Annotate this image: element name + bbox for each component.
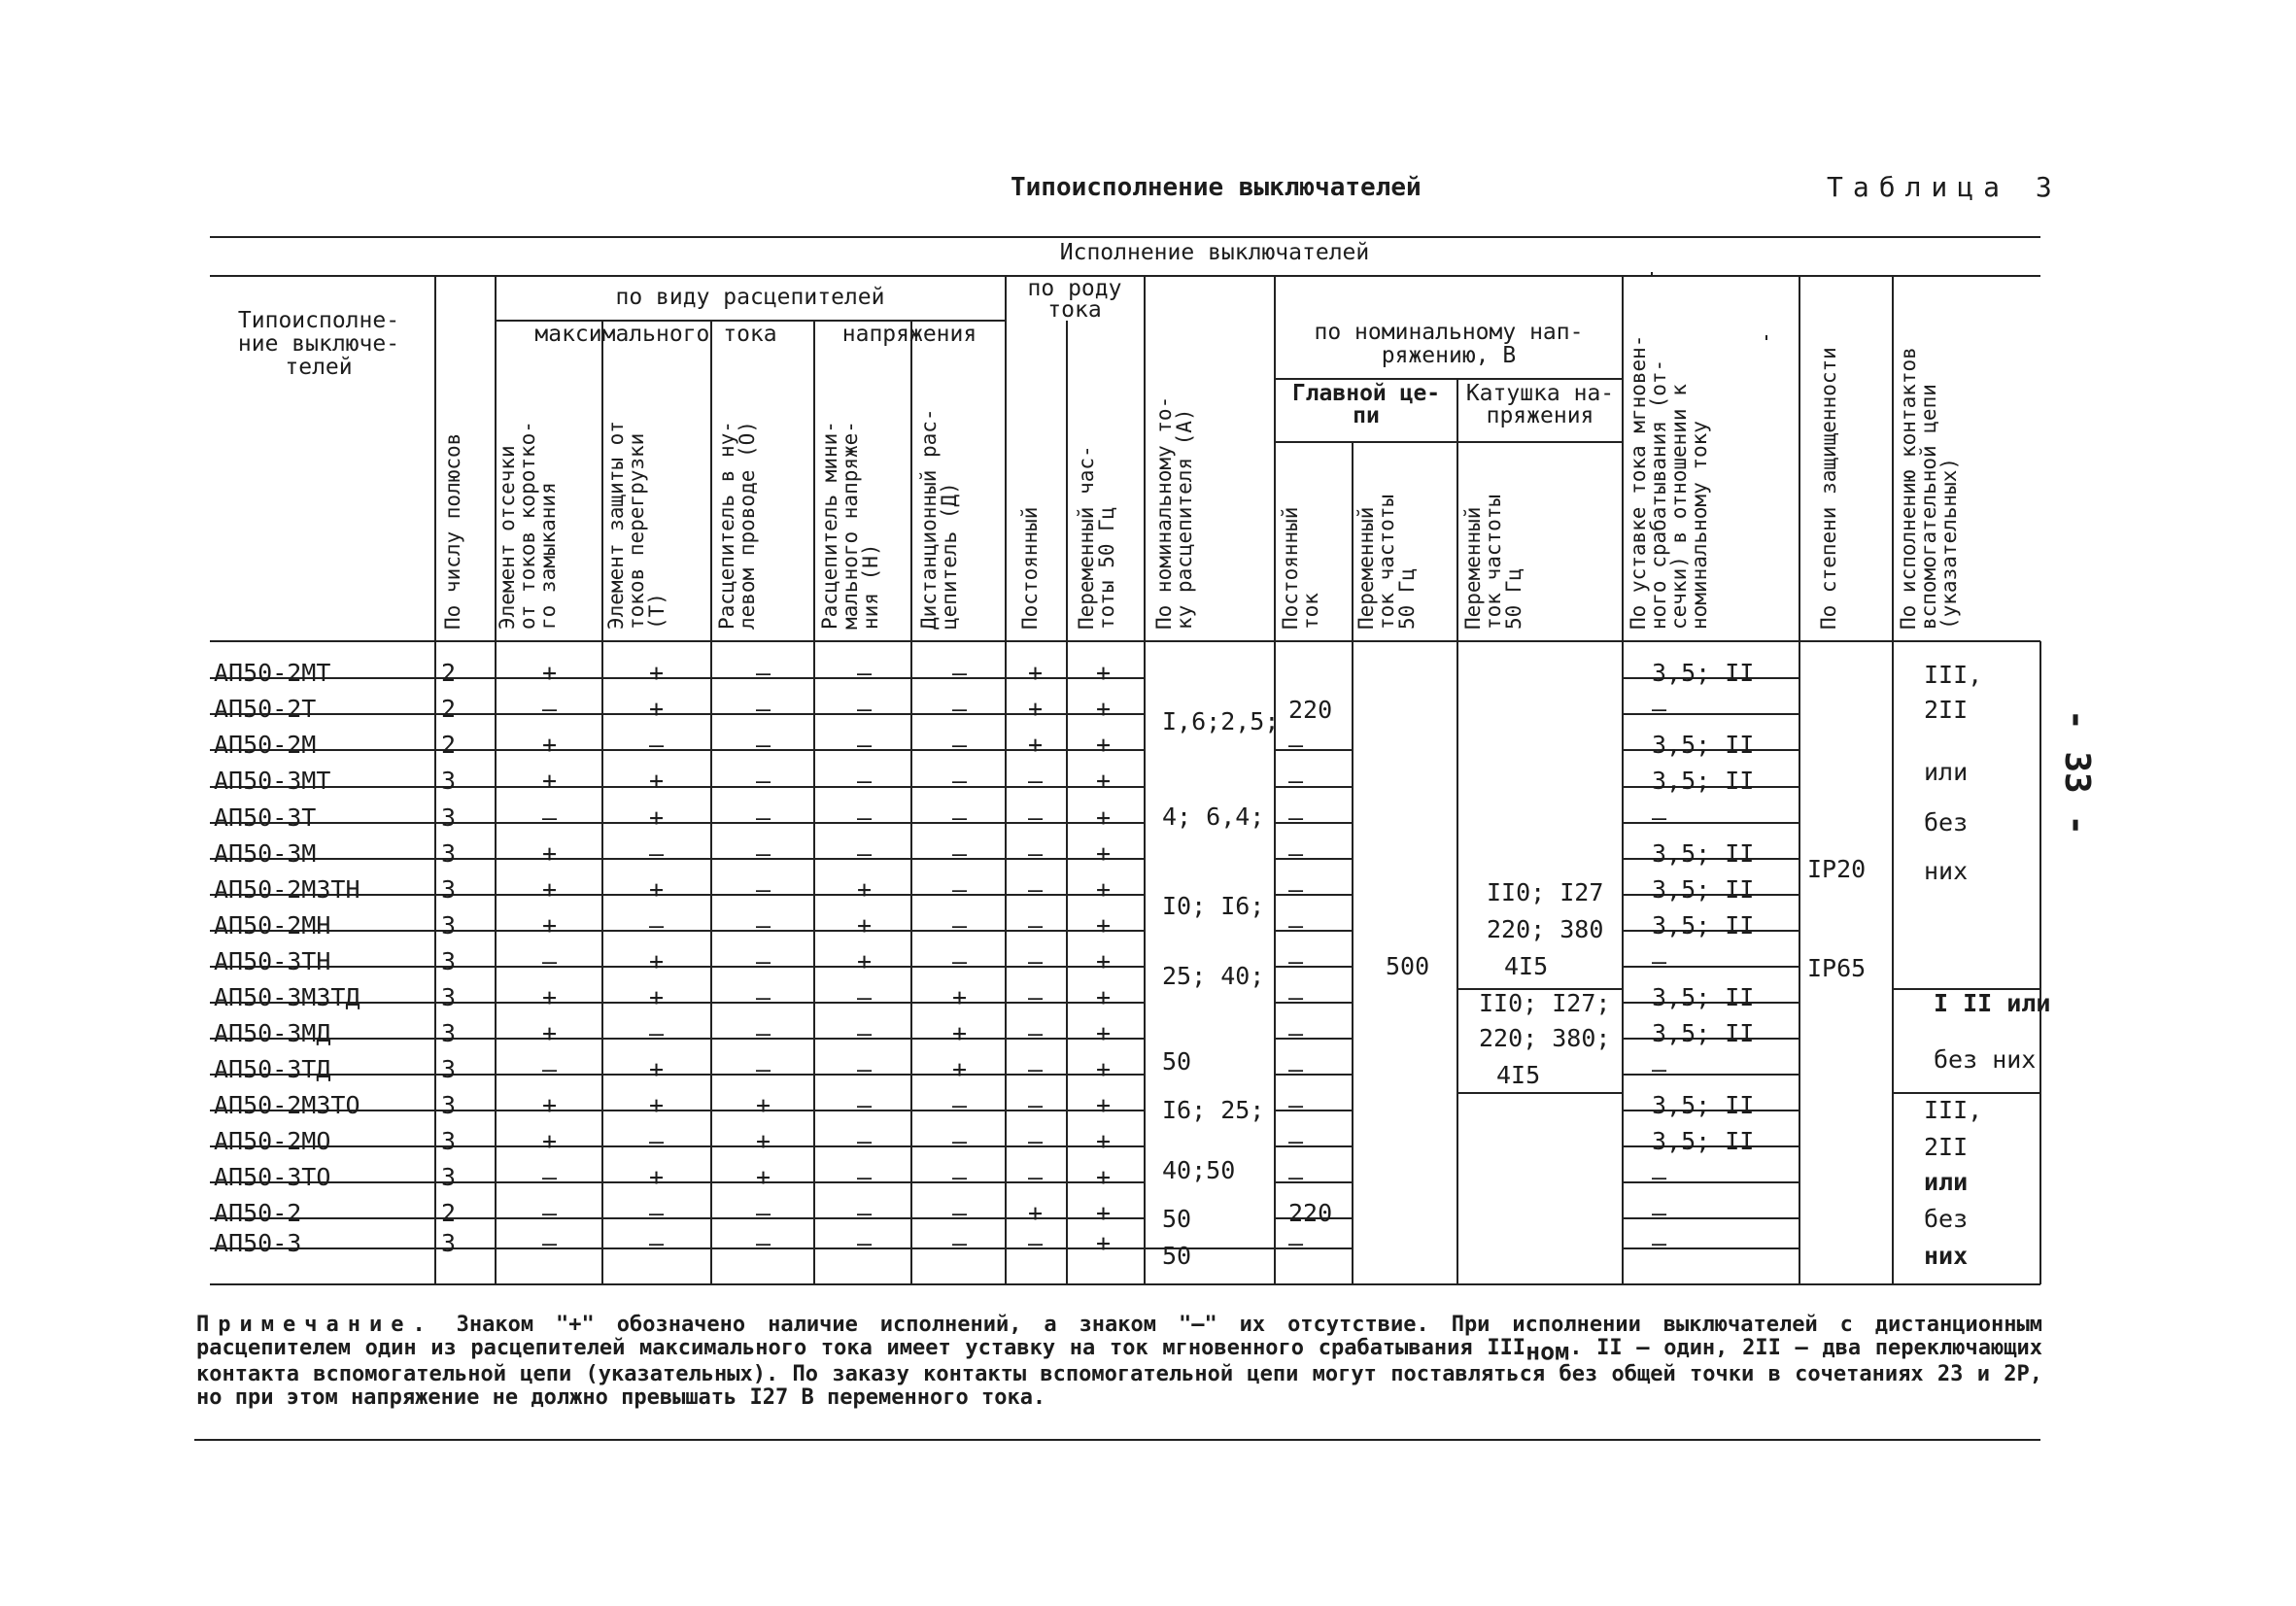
row-main-dc: – (1288, 1019, 1304, 1047)
row-dc: – (1028, 1127, 1044, 1155)
row-type: АП50-3МД (214, 1019, 331, 1047)
header-max-current: максимального тока (534, 322, 777, 347)
row-main-dc: 220 (1288, 1199, 1333, 1227)
rated-cell-7: 40;50 (1162, 1156, 1236, 1184)
row-type: АП50-3МЗТД (214, 983, 360, 1011)
rated-cell-6: I6; 25; (1162, 1096, 1265, 1124)
row-min-voltage: – (857, 803, 873, 832)
row-dc: + (1028, 731, 1044, 759)
rated-cell-5: 50 (1162, 1047, 1192, 1076)
row-neutral: – (756, 875, 771, 904)
main-ac-cell: 500 (1386, 952, 1430, 980)
row-short: + (542, 1019, 558, 1047)
row-setting: – (1652, 1163, 1667, 1191)
row-overload: – (649, 731, 665, 759)
row-type: АП50-3М (214, 839, 317, 868)
row-overload: + (649, 1163, 665, 1191)
header-group-main: Исполнение выключателей (1059, 240, 1370, 265)
row-poles: 3 (441, 1019, 457, 1047)
row-dc: – (1028, 839, 1044, 868)
row-ac: + (1096, 875, 1112, 904)
row-overload: – (649, 1199, 665, 1227)
row-min-voltage: – (857, 767, 873, 795)
row-type: АП50-3МТ (214, 767, 331, 795)
row-setting: 3,5; II (1652, 983, 1755, 1011)
row-setting: 3,5; II (1652, 767, 1755, 795)
row-remote: – (952, 803, 968, 832)
row-min-voltage: – (857, 983, 873, 1011)
row-poles: 3 (441, 1163, 457, 1191)
header-short: Элемент отсечки от токов коротко- го замыкания (496, 421, 560, 630)
header-ac: Переменный час- тоты 50 Гц (1075, 445, 1118, 630)
row-main-dc: – (1288, 1229, 1304, 1257)
row-type: АП50-3Т (214, 803, 317, 832)
row-type: АП50-2МТ (214, 659, 331, 687)
coil-b-3: 4I5 (1496, 1061, 1541, 1089)
row-remote: + (952, 983, 968, 1011)
header-overload: Элемент защиты от токов перегрузки (Т) (604, 421, 668, 630)
row-ac: + (1096, 1127, 1112, 1155)
header-setting: По уставке тока мгновен- ного срабатывания (от- сечки) в отношении к номинальному току (1627, 334, 1711, 630)
rated-cell-9: 50 (1162, 1242, 1192, 1270)
row-short: – (542, 1199, 558, 1227)
row-main-dc: – (1288, 1055, 1304, 1083)
row-dc: – (1028, 911, 1044, 940)
row-min-voltage: – (857, 1019, 873, 1047)
rated-cell-2: 4; 6,4; (1162, 803, 1265, 831)
row-setting: 3,5; II (1652, 1091, 1755, 1119)
coil-a-1: II0; I27 (1487, 878, 1604, 906)
row-overload: + (649, 1091, 665, 1119)
row-type: АП50-2МО (214, 1127, 331, 1155)
row-neutral: – (756, 659, 771, 687)
row-remote: – (952, 875, 968, 904)
row-poles: 3 (441, 983, 457, 1011)
row-remote: – (952, 1199, 968, 1227)
aux-a-1: III, (1924, 661, 1983, 689)
header-release-group: по виду расцепителей (615, 285, 885, 310)
row-min-voltage: + (857, 947, 873, 975)
row-short: + (542, 1127, 558, 1155)
row-ac: + (1096, 731, 1112, 759)
row-short: – (542, 1055, 558, 1083)
rated-cell-3: I0; I6; (1162, 892, 1265, 920)
row-short: + (542, 767, 558, 795)
row-dc: + (1028, 1199, 1044, 1227)
aux-c-3: или (1924, 1168, 1969, 1196)
row-overload: + (649, 983, 665, 1011)
protection-ip20: IP20 (1807, 855, 1867, 883)
header-type: Типоисполне- ние выключе- телей (237, 308, 400, 380)
row-setting: 3,5; II (1652, 911, 1755, 940)
coil-b-2: 220; 380; (1479, 1024, 1611, 1052)
row-poles: 3 (441, 1127, 457, 1155)
row-ac: + (1096, 1229, 1112, 1257)
row-ac: + (1096, 947, 1112, 975)
row-neutral: + (756, 1163, 771, 1191)
row-dc: – (1028, 767, 1044, 795)
row-main-dc: – (1288, 911, 1304, 940)
row-ac: + (1096, 1091, 1112, 1119)
row-type: АП50-3 (214, 1229, 302, 1257)
row-overload: + (649, 767, 665, 795)
row-overload: – (649, 1127, 665, 1155)
row-setting: – (1652, 695, 1667, 723)
aux-a-5: них (1924, 857, 1969, 885)
header-dc: Постоянный (1018, 506, 1042, 630)
row-main-dc: – (1288, 1091, 1304, 1119)
row-dc: – (1028, 1229, 1044, 1257)
row-poles: 3 (441, 911, 457, 940)
row-type: АП50-2МН (214, 911, 331, 940)
row-min-voltage: – (857, 1127, 873, 1155)
row-dc: + (1028, 659, 1044, 687)
rated-cell-4: 25; 40; (1162, 962, 1265, 990)
row-poles: 2 (441, 1199, 457, 1227)
row-setting: – (1652, 1055, 1667, 1083)
aux-c-2: 2II (1924, 1133, 1969, 1161)
row-remote: – (952, 911, 968, 940)
row-neutral: – (756, 1019, 771, 1047)
row-remote: – (952, 839, 968, 868)
row-short: – (542, 803, 558, 832)
row-main-dc: – (1288, 839, 1304, 868)
footnote-text-2: . II – один, 2II – два переключающих контакта вспомогательной цепи (указательных). По заказу контакты вспомогательной цепи могут поставляться без общей точки в сочетаниях 23 и 2Р, но при этом напряжение не должно превышать I27 В переменного тока. (196, 1336, 2042, 1411)
row-poles: 3 (441, 803, 457, 832)
header-remote: Дистанционный рас- цепитель (Д) (917, 408, 961, 630)
row-short: + (542, 1091, 558, 1119)
row-remote: + (952, 1019, 968, 1047)
page-title: Типоисполнение выключателей (1011, 173, 1422, 202)
row-neutral: – (756, 695, 771, 723)
row-dc: – (1028, 803, 1044, 832)
row-remote: + (952, 1055, 968, 1083)
row-type: АП50-2 (214, 1199, 302, 1227)
header-coil: Катушка на- пряжения (1465, 381, 1615, 428)
aux-a-4: без (1924, 808, 1969, 837)
row-neutral: + (756, 1091, 771, 1119)
row-poles: 2 (441, 659, 457, 687)
row-dc: – (1028, 875, 1044, 904)
row-neutral: – (756, 911, 771, 940)
page-number: - 33 - (2057, 709, 2097, 837)
row-min-voltage: – (857, 1229, 873, 1257)
aux-b-1: I II или (1934, 989, 2051, 1017)
row-poles: 3 (441, 1229, 457, 1257)
row-min-voltage: – (857, 1091, 873, 1119)
row-type: АП50-3ТН (214, 947, 331, 975)
row-overload: + (649, 947, 665, 975)
row-main-dc: – (1288, 875, 1304, 904)
row-neutral: – (756, 1055, 771, 1083)
row-ac: + (1096, 839, 1112, 868)
row-neutral: – (756, 767, 771, 795)
row-neutral: – (756, 1229, 771, 1257)
row-short: – (542, 947, 558, 975)
row-min-voltage: – (857, 659, 873, 687)
aux-c-5: них (1924, 1242, 1969, 1270)
row-main-dc: – (1288, 983, 1304, 1011)
row-setting: 3,5; II (1652, 839, 1755, 868)
coil-a-3: 4I5 (1504, 952, 1549, 980)
header-voltage: напряжения (841, 322, 977, 347)
row-dc: – (1028, 983, 1044, 1011)
row-neutral: – (756, 947, 771, 975)
row-main-dc: – (1288, 1163, 1304, 1191)
row-neutral: – (756, 731, 771, 759)
row-neutral: – (756, 1199, 771, 1227)
row-remote: – (952, 767, 968, 795)
row-min-voltage: + (857, 875, 873, 904)
row-neutral: – (756, 983, 771, 1011)
row-setting: – (1652, 947, 1667, 975)
row-poles: 3 (441, 1055, 457, 1083)
header-coil-ac: Переменный ток частоты 50 Гц (1461, 494, 1525, 630)
row-poles: 3 (441, 767, 457, 795)
row-min-voltage: – (857, 731, 873, 759)
header-main-ac: Переменный ток частоты 50 Гц (1354, 494, 1419, 630)
header-neutral: Расцепитель в ну- левом проводе (О) (715, 421, 759, 630)
row-ac: + (1096, 911, 1112, 940)
row-short: + (542, 911, 558, 940)
footnote (196, 1314, 2042, 1410)
footnote-lead: Примечание. (196, 1313, 434, 1337)
row-dc: – (1028, 1163, 1044, 1191)
header-voltage-group: по номинальному нап- ряжению, В (1314, 320, 1584, 368)
row-ac: + (1096, 1055, 1112, 1083)
aux-a-2: 2II (1924, 696, 1969, 724)
row-main-dc: – (1288, 947, 1304, 975)
row-main-dc: – (1288, 731, 1304, 759)
row-overload: – (649, 839, 665, 868)
row-dc: – (1028, 1055, 1044, 1083)
aux-c-4: без (1924, 1205, 1969, 1233)
row-type: АП50-3ТД (214, 1055, 331, 1083)
row-remote: – (952, 1163, 968, 1191)
row-short: + (542, 659, 558, 687)
row-short: – (542, 1163, 558, 1191)
row-overload: + (649, 659, 665, 687)
row-overload: + (649, 695, 665, 723)
row-setting: 3,5; II (1652, 875, 1755, 904)
row-short: – (542, 1229, 558, 1257)
footnote-text: Знаком "+" обозначено наличие исполнений, а знаком "–" их отсутствие. При исполнении выключателей с дистанционным расцепителем один из расцепителей максимального тока имеет уставку на ток мгновенного срабатывания III (196, 1313, 2042, 1360)
aux-a-3: или (1924, 758, 1969, 786)
header-poles: По числу полюсов (441, 432, 464, 630)
row-overload: – (649, 1019, 665, 1047)
row-poles: 2 (441, 731, 457, 759)
row-type: АП50-2М (214, 731, 317, 759)
row-poles: 2 (441, 695, 457, 723)
aux-c-1: III, (1924, 1096, 1983, 1124)
row-remote: – (952, 695, 968, 723)
row-overload: + (649, 875, 665, 904)
row-type: АП50-2МЗТО (214, 1091, 360, 1119)
row-overload: – (649, 911, 665, 940)
coil-b-1: II0; I27; (1479, 989, 1611, 1017)
row-min-voltage: – (857, 1199, 873, 1227)
row-min-voltage: – (857, 1055, 873, 1083)
row-main-dc: – (1288, 767, 1304, 795)
row-setting: 3,5; II (1652, 659, 1755, 687)
header-aux: По исполнению контактов вспомогательной цепи (указательных) (1897, 347, 1961, 630)
table-label: Таблица 3 (1827, 171, 2062, 203)
row-min-voltage: – (857, 839, 873, 868)
row-remote: – (952, 1127, 968, 1155)
row-min-voltage: – (857, 1163, 873, 1191)
row-short: + (542, 983, 558, 1011)
row-poles: 3 (441, 947, 457, 975)
row-short: + (542, 875, 558, 904)
row-type: АП50-2МЗТН (214, 875, 360, 904)
header-current-group: по роду тока (1027, 276, 1122, 323)
row-setting: 3,5; II (1652, 1127, 1755, 1155)
row-dc: – (1028, 1019, 1044, 1047)
row-ac: + (1096, 1019, 1112, 1047)
row-setting: – (1652, 803, 1667, 832)
row-neutral: – (756, 803, 771, 832)
row-remote: – (952, 731, 968, 759)
row-dc: + (1028, 695, 1044, 723)
row-remote: – (952, 947, 968, 975)
row-short: + (542, 731, 558, 759)
coil-a-2: 220; 380 (1487, 915, 1604, 943)
row-min-voltage: – (857, 695, 873, 723)
row-remote: – (952, 1091, 968, 1119)
header-protection: По степени защищенности (1817, 347, 1840, 630)
row-setting: 3,5; II (1652, 1019, 1755, 1047)
row-ac: + (1096, 983, 1112, 1011)
row-poles: 3 (441, 875, 457, 904)
header-main-circuit: Главной це- пи (1291, 381, 1441, 428)
row-ac: + (1096, 767, 1112, 795)
row-ac: + (1096, 1163, 1112, 1191)
rated-cell-8: 50 (1162, 1205, 1192, 1233)
row-neutral: + (756, 1127, 771, 1155)
row-poles: 3 (441, 839, 457, 868)
aux-b-2: без них (1934, 1045, 2037, 1074)
header-rated: По номинальному то- ку расцепителя (А) (1152, 395, 1196, 630)
row-remote: – (952, 1229, 968, 1257)
row-short: – (542, 695, 558, 723)
row-dc: – (1028, 1091, 1044, 1119)
protection-ip65: IP65 (1807, 954, 1867, 982)
row-overload: + (649, 803, 665, 832)
row-ac: + (1096, 803, 1112, 832)
row-overload: – (649, 1229, 665, 1257)
row-main-dc: – (1288, 1127, 1304, 1155)
header-main-dc: Постоянный ток (1279, 506, 1322, 630)
rated-cell-1: I,6;2,5; (1162, 707, 1280, 735)
row-ac: + (1096, 695, 1112, 723)
row-overload: + (649, 1055, 665, 1083)
row-type: АП50-3ТО (214, 1163, 331, 1191)
row-dc: – (1028, 947, 1044, 975)
row-short: + (542, 839, 558, 868)
row-type: АП50-2Т (214, 695, 317, 723)
row-setting: – (1652, 1199, 1667, 1227)
row-main-dc: 220 (1288, 696, 1333, 724)
footnote-sub: ном (1525, 1337, 1570, 1366)
row-min-voltage: + (857, 911, 873, 940)
row-main-dc: – (1288, 803, 1304, 832)
header-min-voltage: Расцепитель мини- мального напряже- ния (Н) (818, 421, 882, 630)
row-setting: 3,5; II (1652, 731, 1755, 759)
row-setting: – (1652, 1229, 1667, 1257)
row-ac: + (1096, 1199, 1112, 1227)
row-ac: + (1096, 659, 1112, 687)
row-neutral: – (756, 839, 771, 868)
row-poles: 3 (441, 1091, 457, 1119)
row-remote: – (952, 659, 968, 687)
